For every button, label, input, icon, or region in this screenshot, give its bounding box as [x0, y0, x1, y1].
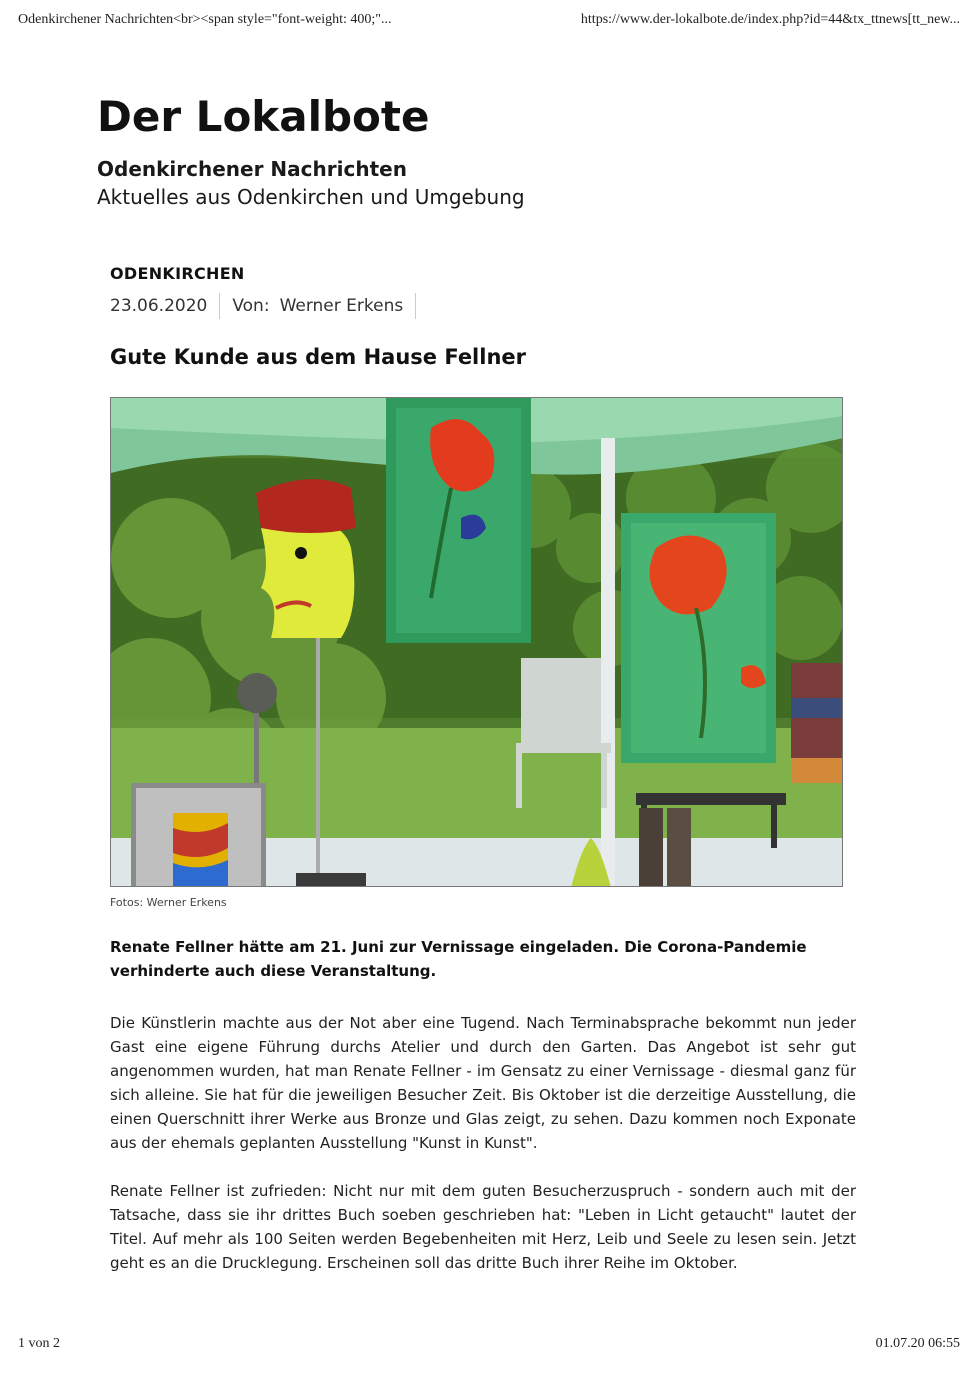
article-meta [110, 293, 856, 319]
meta-divider [415, 293, 416, 319]
photo-caption: Fotos: Werner Erkens [110, 896, 227, 909]
article-paragraph: Die Künstlerin machte aus der Not aber eine Tugend. Nach Terminabsprache bekommt nun jeder Gast eine eigene Führung durchs Atelier und durch den Garten. Das Angebot ist sehr gut angenommen wurden, hat man Renate Fellner - im Gensatz zu einer Vernissage - diesmal ganz für sich alleine. Sie hat für die jeweiligen Besucher Zeit. Bis Oktober ist die derzeitige Ausstellung, die einen Querschnitt ihrer Werke aus Bronze und Glas zeigt, zu sehen. Dazu kommen noch Exponate aus der ehemals geplanten Ausstellung "Kunst in Kunst". [110, 1014, 856, 1152]
article-author: Werner Erkens [279, 296, 404, 316]
site-subtitle: Odenkirchener Nachrichten [97, 157, 407, 181]
site-title[interactable]: Der Lokalbote [97, 92, 430, 141]
print-header-url: https://www.der-lokalbote.de/index.php?id=44&tx_ttnews[tt_new... [580, 12, 960, 27]
site-tagline: Aktuelles aus Odenkirchen und Umgebung [97, 185, 525, 209]
print-header-title: Odenkirchener Nachrichten<br><span style="font-weight: 400;"... [18, 12, 392, 27]
article-lead: Renate Fellner hätte am 21. Juni zur Vernissage eingeladen. Die Corona-Pandemie verhinderte auch diese Veranstaltung. [110, 938, 807, 980]
page-count: 1 von 2 [18, 1336, 60, 1351]
meta-divider [219, 293, 220, 319]
author-label: Von: [232, 296, 270, 316]
article-date: 23.06.2020 [110, 296, 208, 316]
print-footer [0, 1336, 976, 1356]
article-photo[interactable] [110, 397, 843, 887]
article-header [110, 264, 856, 369]
article-paragraph: Renate Fellner ist zufrieden: Nicht nur mit dem guten Besucherzuspruch - sondern auch mit der Tatsache, dass sie ihr drittes Buch soeben geschrieben hat: "Leben in Licht getaucht" lautet der Titel. Auf mehr als 100 Seiten werden Begebenheiten mit Herz, Leib und Seele zu lesen sein. Jetzt geht es an die Drucklegung. Erscheinen soll das dritte Buch ihrer Reihe im Oktober. [110, 1182, 856, 1272]
print-header [0, 12, 976, 32]
print-timestamp: 01.07.20 06:55 [875, 1336, 960, 1351]
article-category[interactable]: ODENKIRCHEN [110, 264, 245, 283]
article-headline: Gute Kunde aus dem Hause Fellner [110, 345, 527, 369]
garden-exhibition-photo [111, 398, 843, 887]
